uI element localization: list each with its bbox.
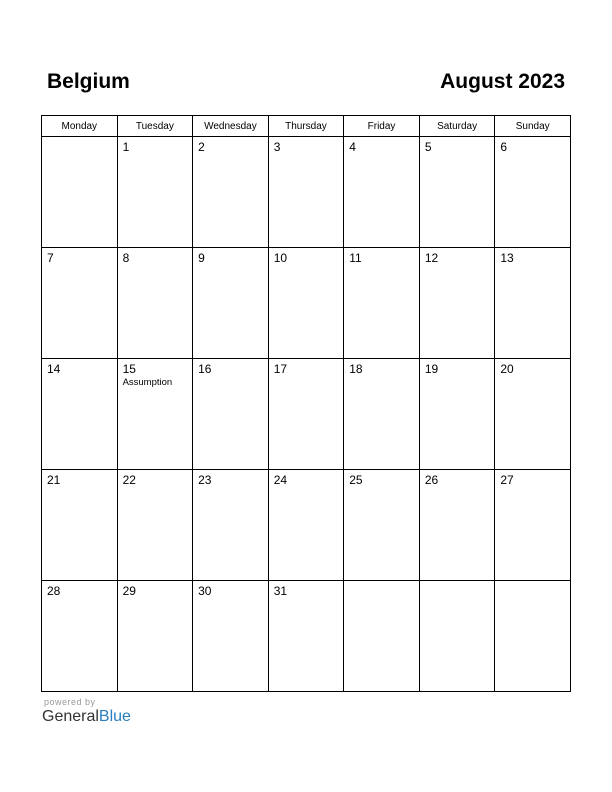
day-number: 7 bbox=[47, 251, 54, 265]
calendar-week-row bbox=[42, 137, 571, 248]
day-number: 1 bbox=[122, 140, 130, 154]
calendar-month-title: August 2023 bbox=[440, 70, 565, 93]
day-number: 8 bbox=[122, 251, 130, 265]
day-number bbox=[420, 581, 495, 585]
day-number: 5 bbox=[424, 140, 432, 154]
calendar-day-cell bbox=[117, 359, 193, 470]
day-number: 31 bbox=[273, 584, 288, 598]
calendar-country-title: Belgium bbox=[47, 70, 130, 93]
calendar-day-cell bbox=[42, 470, 118, 581]
calendar-day-cell bbox=[495, 581, 571, 692]
weekday-header-sunday: Sunday bbox=[495, 116, 571, 137]
day-number: 2 bbox=[198, 140, 205, 154]
calendar-day-cell bbox=[117, 470, 193, 581]
calendar-day-cell bbox=[419, 248, 495, 359]
day-number: 3 bbox=[273, 140, 281, 154]
day-number: 17 bbox=[273, 362, 288, 376]
day-number: 27 bbox=[500, 473, 514, 487]
calendar-week-row bbox=[42, 248, 571, 359]
calendar-day-cell bbox=[495, 137, 571, 248]
day-number: 21 bbox=[47, 473, 61, 487]
calendar-day-cell bbox=[268, 581, 344, 692]
calendar-day-cell bbox=[344, 248, 420, 359]
calendar-day-cell bbox=[42, 359, 118, 470]
day-number: 30 bbox=[198, 584, 212, 598]
calendar-day-cell bbox=[42, 248, 118, 359]
day-number: 18 bbox=[349, 362, 363, 376]
day-number: 26 bbox=[424, 473, 439, 487]
day-number bbox=[344, 581, 419, 585]
day-number: 25 bbox=[349, 473, 363, 487]
calendar-day-cell bbox=[495, 248, 571, 359]
calendar-day-cell bbox=[193, 137, 269, 248]
day-number: 9 bbox=[198, 251, 205, 265]
calendar-day-cell bbox=[42, 137, 118, 248]
calendar-day-cell bbox=[495, 359, 571, 470]
day-number: 16 bbox=[198, 362, 212, 376]
day-number bbox=[495, 581, 570, 585]
calendar-day-cell bbox=[117, 248, 193, 359]
day-number: 12 bbox=[424, 251, 439, 265]
footer-branding bbox=[42, 697, 131, 726]
day-number: 29 bbox=[122, 584, 136, 598]
calendar-day-cell bbox=[419, 470, 495, 581]
holiday-label: Assumption bbox=[122, 377, 173, 388]
calendar-day-cell bbox=[268, 248, 344, 359]
day-number: 10 bbox=[273, 251, 288, 265]
calendar-day-cell bbox=[344, 581, 420, 692]
weekday-header-row bbox=[42, 116, 571, 137]
day-number: 19 bbox=[424, 362, 439, 376]
calendar-day-cell bbox=[193, 470, 269, 581]
calendar-weeks bbox=[42, 137, 571, 692]
calendar-day-cell bbox=[344, 137, 420, 248]
day-number: 22 bbox=[122, 473, 136, 487]
powered-by-text: powered by bbox=[44, 697, 96, 707]
calendar-day-cell bbox=[42, 581, 118, 692]
calendar-week-row bbox=[42, 359, 571, 470]
weekday-header-friday: Friday bbox=[344, 116, 420, 137]
day-number: 4 bbox=[349, 140, 356, 154]
calendar-week-row bbox=[42, 581, 571, 692]
calendar-grid bbox=[41, 115, 571, 692]
calendar-day-cell bbox=[419, 581, 495, 692]
day-number: 14 bbox=[47, 362, 61, 376]
day-number: 11 bbox=[349, 251, 362, 265]
weekday-header-tuesday: Tuesday bbox=[117, 116, 193, 137]
brand-general-text: General bbox=[42, 708, 99, 725]
calendar-day-cell bbox=[193, 359, 269, 470]
calendar-day-cell bbox=[268, 470, 344, 581]
calendar-day-cell bbox=[419, 137, 495, 248]
calendar-day-cell bbox=[193, 248, 269, 359]
calendar-day-cell bbox=[344, 359, 420, 470]
weekday-header-saturday: Saturday bbox=[419, 116, 495, 137]
day-number: 28 bbox=[47, 584, 61, 598]
calendar-day-cell bbox=[344, 470, 420, 581]
day-number: 15 bbox=[122, 362, 136, 376]
brand-blue-text: Blue bbox=[98, 708, 131, 725]
calendar-day-cell bbox=[268, 359, 344, 470]
calendar-day-cell bbox=[495, 470, 571, 581]
weekday-header-monday: Monday bbox=[42, 116, 118, 137]
weekday-header-thursday: Thursday bbox=[268, 116, 344, 137]
day-number: 6 bbox=[500, 140, 508, 154]
calendar-day-cell bbox=[117, 137, 193, 248]
day-number: 20 bbox=[500, 362, 514, 376]
day-number: 13 bbox=[500, 251, 514, 265]
weekday-header-wednesday: Wednesday bbox=[193, 116, 269, 137]
calendar-day-cell bbox=[268, 137, 344, 248]
calendar-day-cell bbox=[193, 581, 269, 692]
day-number bbox=[42, 137, 117, 141]
calendar-week-row bbox=[42, 470, 571, 581]
day-number: 23 bbox=[198, 473, 212, 487]
calendar-day-cell bbox=[117, 581, 193, 692]
day-number: 24 bbox=[273, 473, 288, 487]
generalblue-logo bbox=[42, 708, 131, 726]
calendar-day-cell bbox=[419, 359, 495, 470]
